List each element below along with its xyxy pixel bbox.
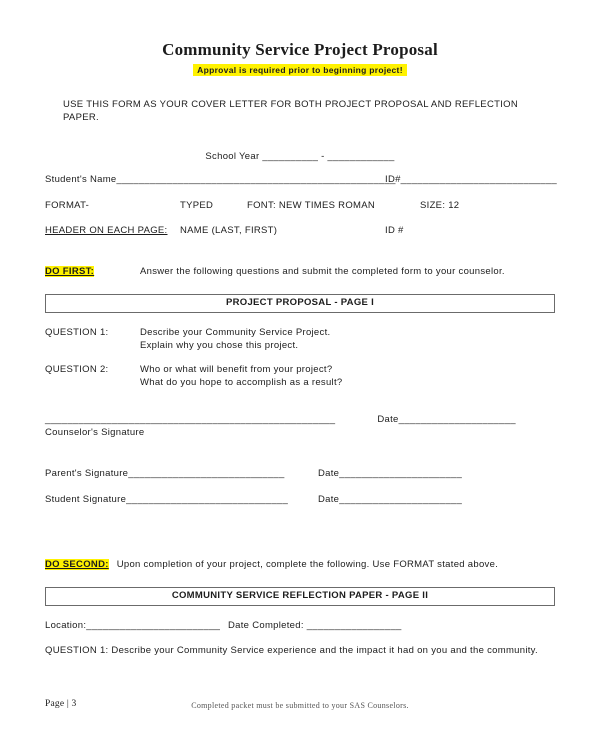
header-rule-label: HEADER ON EACH PAGE: <box>45 225 168 236</box>
do-second-text: Upon completion of your project, complete the following. Use FORMAT stated above. <box>116 559 499 570</box>
parent-signature-field: Parent's Signature____________________________ <box>45 468 285 479</box>
footer <box>0 699 600 712</box>
do-first-text: Answer the following questions and submit the completed form to your counselor. <box>140 266 505 277</box>
counselor-signature-row <box>45 413 555 426</box>
location-row <box>45 619 555 632</box>
question-2-row <box>45 363 555 389</box>
format-typed: TYPED <box>180 200 214 211</box>
student-id-field: ID#____________________________ <box>385 174 558 185</box>
intro-instruction: USE THIS FORM AS YOUR COVER LETTER FOR BOTH PROJECT PROPOSAL AND REFLECTION PAPER. <box>63 99 518 123</box>
student-name-field: Student's Name__________________________________________________ <box>45 174 396 185</box>
section-header-reflection-paper: COMMUNITY SERVICE REFLECTION PAPER - PAGE II <box>45 587 555 606</box>
format-font: FONT: NEW TIMES ROMAN <box>247 200 376 211</box>
header-rule-name: NAME (LAST, FIRST) <box>180 225 278 236</box>
counselor-date-field: Date_____________________ <box>377 414 516 425</box>
location-field: Location:________________________ <box>45 620 221 631</box>
student-date-field: Date______________________ <box>318 494 463 505</box>
counselor-signature-label: Counselor's Signature <box>45 427 145 438</box>
question-1-line2: Explain why you chose this project. <box>140 340 299 351</box>
format-row <box>45 199 555 212</box>
document-title: Community Service Project Proposal <box>162 40 438 59</box>
format-size: SIZE: 12 <box>420 200 460 211</box>
school-year-line: School Year __________ - ____________ <box>205 151 395 162</box>
student-name-row <box>45 173 558 186</box>
do-first-row <box>45 265 555 278</box>
question-2-line2: What do you hope to accomplish as a result? <box>140 377 343 388</box>
question-1-row <box>45 326 555 352</box>
header-rule-row <box>45 224 555 237</box>
parent-date-field: Date______________________ <box>318 468 463 479</box>
date-completed-field: Date Completed: _________________ <box>228 620 402 631</box>
approval-banner: Approval is required prior to beginning project! <box>193 64 407 76</box>
do-first-label: DO FIRST: <box>45 266 95 277</box>
section-header-project-proposal: PROJECT PROPOSAL - PAGE I <box>45 294 555 313</box>
do-second-label: DO SECOND: <box>45 559 109 570</box>
format-label: FORMAT- <box>45 200 90 211</box>
header-rule-id: ID # <box>385 225 404 236</box>
counselor-signature-blank: ____________________________________________________ <box>45 414 336 425</box>
question-2-label: QUESTION 2: <box>45 364 109 375</box>
do-second-row <box>45 558 555 571</box>
student-signature-row <box>45 493 555 506</box>
footer-page-number: Page | 3 <box>45 699 77 709</box>
approval-banner-row <box>45 64 555 76</box>
question-1-label: QUESTION 1: <box>45 327 109 338</box>
student-signature-field: Student Signature_____________________________ <box>45 494 289 505</box>
question-2-line1: Who or what will benefit from your project? <box>140 364 333 375</box>
parent-signature-row <box>45 467 555 480</box>
reflection-question-1: QUESTION 1: Describe your Community Service experience and the impact it had on you and the community. <box>45 645 538 656</box>
footer-note: Completed packet must be submitted to your SAS Counselors. <box>191 701 409 710</box>
question-1-line1: Describe your Community Service Project. <box>140 327 331 338</box>
